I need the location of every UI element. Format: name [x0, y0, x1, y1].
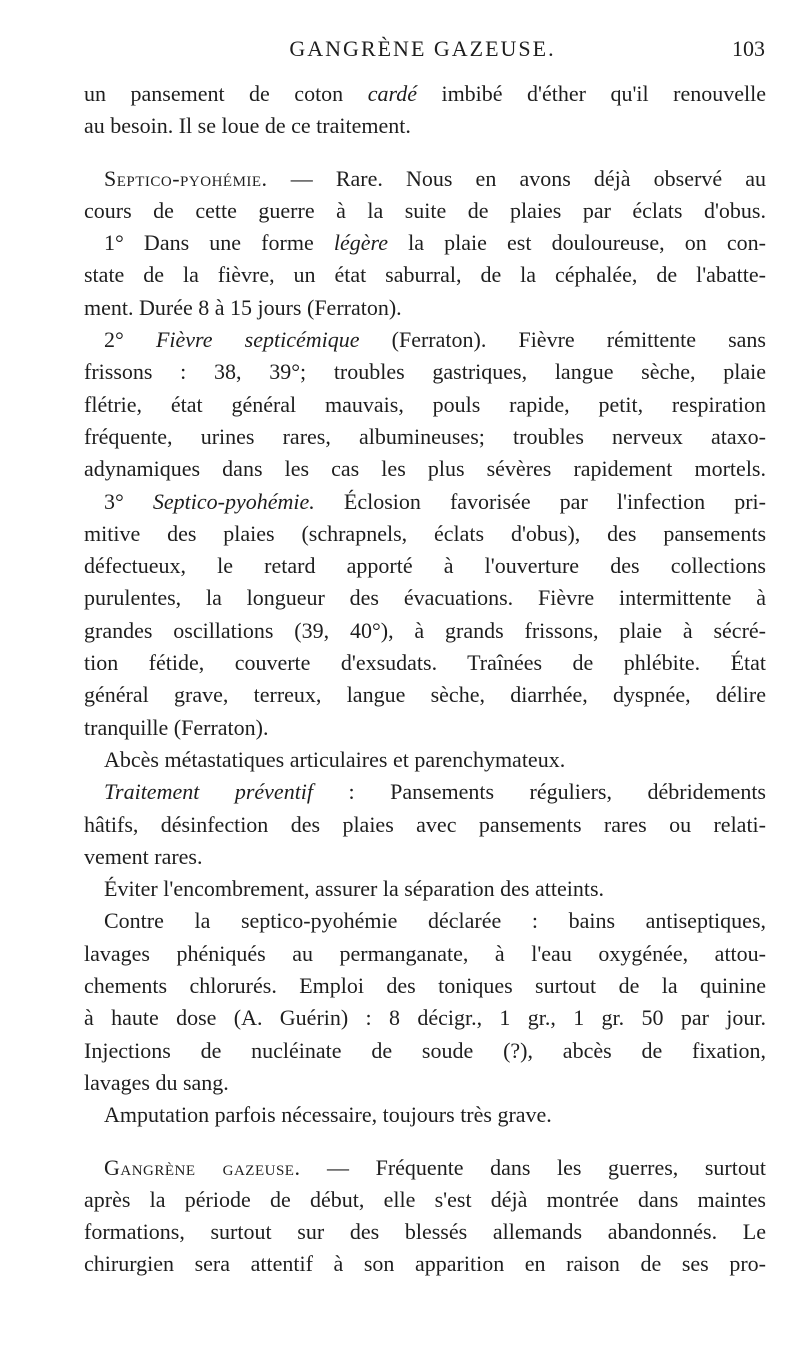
text-line: Traitement préventif : Pansements réguliers, débridements — [104, 779, 766, 805]
text-line: 2° Fièvre septicémique (Ferraton). Fièvre rémittente sans — [104, 327, 766, 353]
running-head — [80, 36, 765, 66]
text-line: Abcès métastatiques articulaires et parenchymateux. — [104, 746, 566, 772]
text-line: vement rares. — [84, 843, 203, 869]
text-line: purulentes, la longueur des évacuations. Fièvre intermittente à — [84, 585, 766, 611]
text-line: défectueux, le retard apporté à l'ouverture des collections — [84, 553, 766, 579]
text-line: cours de cette guerre à la suite de plaies par éclats d'obus. — [84, 197, 766, 223]
text-line: flétrie, état général mauvais, pouls rapide, petit, respiration — [84, 391, 766, 417]
running-title: GANGRÈNE GAZEUSE. — [289, 36, 556, 61]
text-line: hâtifs, désinfection des plaies avec pansements rares ou relati- — [84, 811, 766, 837]
text-line: frissons : 38, 39°; troubles gastriques, langue sèche, plaie — [84, 359, 766, 385]
page-number: 103 — [732, 36, 765, 61]
text-line: tranquille (Ferraton). — [84, 714, 269, 740]
text-line: général grave, terreux, langue sèche, diarrhée, dyspnée, délire — [84, 682, 766, 708]
section-heading: Septico-pyohémie. — [104, 165, 268, 191]
body-text — [84, 78, 766, 1281]
paragraph-gap — [84, 143, 766, 163]
text-line: 3° Septico-pyohémie. Éclosion favorisée par l'infection pri- — [104, 488, 766, 514]
text-line: 1° Dans une forme légère la plaie est douloureuse, on con- — [104, 230, 766, 256]
text-line: chements chlorurés. Emploi des toniques surtout de la quinine — [84, 973, 766, 999]
text-line: après la période de début, elle s'est déjà montrée dans maintes — [84, 1186, 766, 1212]
text-line: Contre la septico-pyohémie déclarée : bains antiseptiques, — [104, 908, 766, 934]
text-line: Éviter l'encombrement, assurer la séparation des atteints. — [104, 876, 605, 902]
text-line: fréquente, urines rares, albumineuses; troubles nerveux ataxo- — [84, 423, 766, 449]
text-line: Septico-pyohémie. — Rare. Nous en avons déjà observé au — [104, 165, 766, 191]
text-line: au besoin. Il se loue de ce traitement. — [84, 113, 411, 139]
text-line: grandes oscillations (39, 40°), à grands frissons, plaie à sécré- — [84, 617, 766, 643]
text-line: formations, surtout sur des blessés allemands abandonnés. Le — [84, 1219, 766, 1245]
italic-phrase: légère — [333, 230, 388, 256]
italic-phrase: cardé — [367, 81, 417, 106]
text-line: mitive des plaies (schrapnels, éclats d'obus), des pansements — [84, 520, 766, 546]
italic-phrase: Traitement préventif — [104, 779, 314, 805]
text-line: Injections de nucléinate de soude (?), abcès de fixation, — [84, 1037, 766, 1063]
text-line: adynamiques dans les cas les plus sévères rapidement mortels. — [84, 456, 766, 482]
italic-phrase: Septico-pyohémie. — [152, 488, 315, 514]
text-line: Amputation parfois nécessaire, toujours très grave. — [104, 1102, 552, 1128]
text-line: state de la fièvre, un état saburral, de la céphalée, de l'abatte- — [84, 262, 766, 288]
text-line: Gangrène gazeuse. — Fréquente dans les guerres, surtout — [104, 1154, 766, 1180]
text-line: à haute dose (A. Guérin) : 8 décigr., 1 gr., 1 gr. 50 par jour. — [84, 1005, 766, 1031]
text-line: lavages du sang. — [84, 1069, 229, 1095]
text-line: un pansement de coton cardé imbibé d'éther qu'il renouvelle — [84, 81, 766, 106]
text-line: ment. Durée 8 à 15 jours (Ferraton). — [84, 294, 402, 320]
text-line: tion fétide, couverte d'exsudats. Traînées de phlébite. État — [84, 650, 766, 676]
paragraph-gap — [84, 1132, 766, 1152]
text-line: chirurgien sera attentif à son apparition en raison de ses pro- — [84, 1251, 766, 1277]
italic-phrase: Fièvre septicémique — [155, 327, 360, 353]
section-heading: Gangrène gazeuse. — [104, 1154, 301, 1180]
text-line: lavages phéniqués au permanganate, à l'eau oxygénée, attou- — [84, 940, 766, 966]
